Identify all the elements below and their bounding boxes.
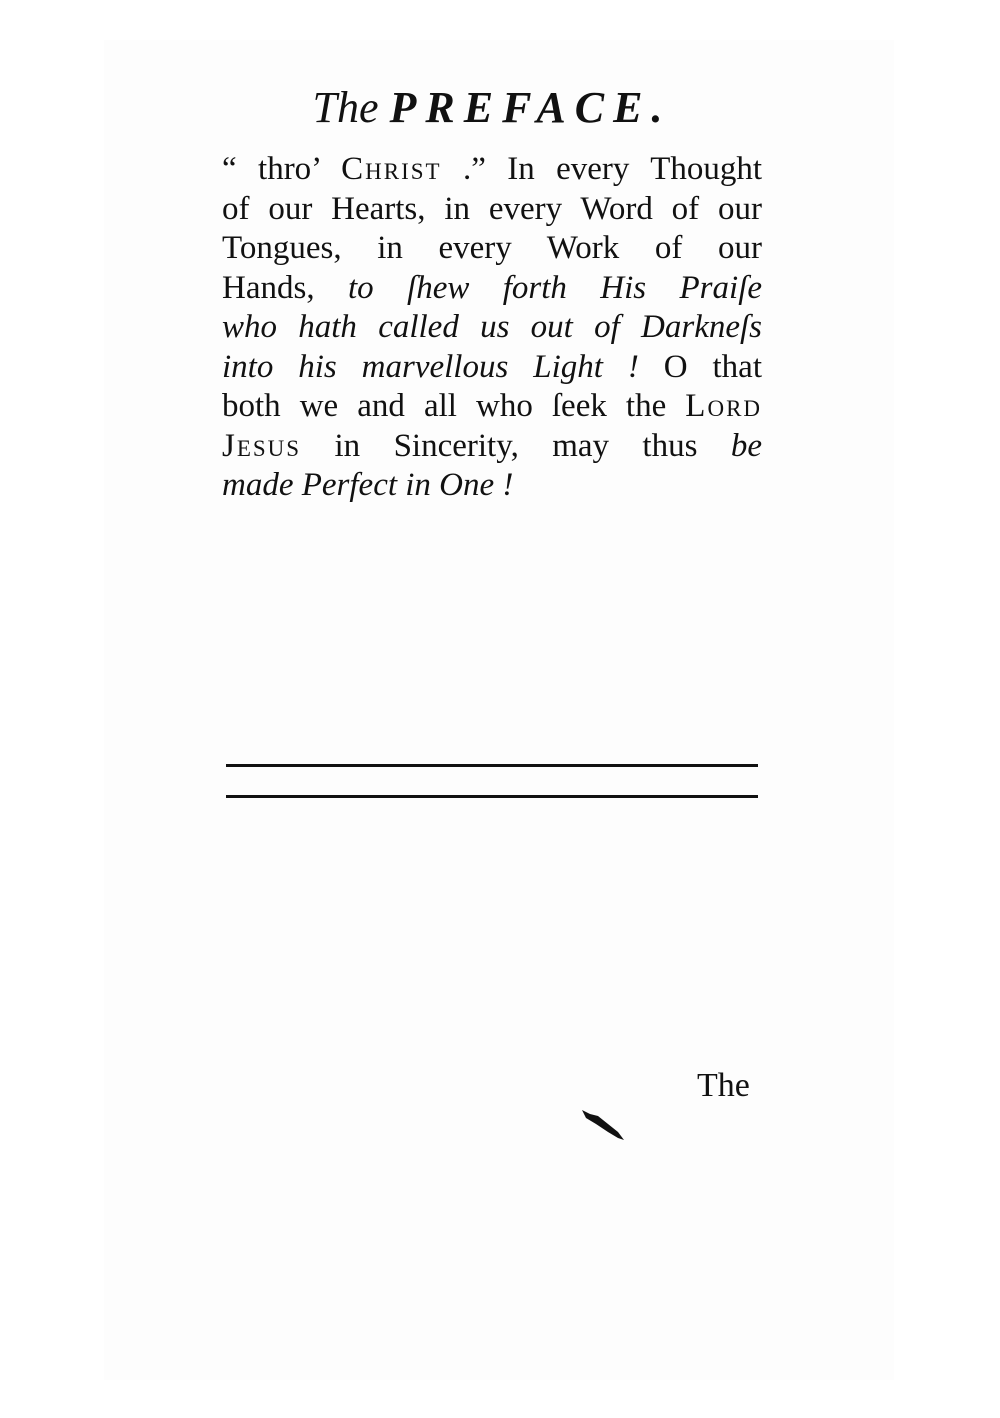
double-rule-bottom [226,795,758,798]
text-segment: made Perfect in One ! [222,467,514,503]
running-head [222,80,762,136]
running-head-title: PREFACE. [389,83,672,132]
text-segment: both we and all who ſeek the [222,388,667,424]
text-line [222,150,762,190]
text-segment: Tongues, in every Work of our [222,230,762,266]
text-segment: into his marvellous Light ! [222,348,639,385]
text-segment: to ſhew forth His Praiſe [347,269,763,306]
text-segment: “ thro’ [222,151,320,187]
running-head-prefix: The [312,83,379,132]
double-rule-top [226,764,758,767]
text-segment: of our Hearts, in every Word of our [222,190,762,227]
text-segment: who hath called us out of Darkneſs [222,309,762,345]
catchword: The [697,1067,750,1104]
text-segment: be [730,427,763,464]
text-line [222,466,762,506]
text-segment: .” In every Thought [462,151,763,187]
body-text [222,150,762,506]
ink-blot-mark [578,1106,628,1146]
text-segment: Jesus [222,427,302,464]
text-line [222,387,762,427]
text-line [222,229,762,269]
text-line [222,269,762,309]
text-line [222,308,762,348]
text-segment: Hands, [222,269,315,306]
text-segment: in Sincerity, may thus [334,427,698,464]
text-segment: Christ [341,151,442,187]
text-line [222,348,762,388]
text-line [222,427,762,467]
text-segment: Lord [685,388,763,424]
text-segment: O that [663,348,762,385]
text-line [222,190,762,230]
